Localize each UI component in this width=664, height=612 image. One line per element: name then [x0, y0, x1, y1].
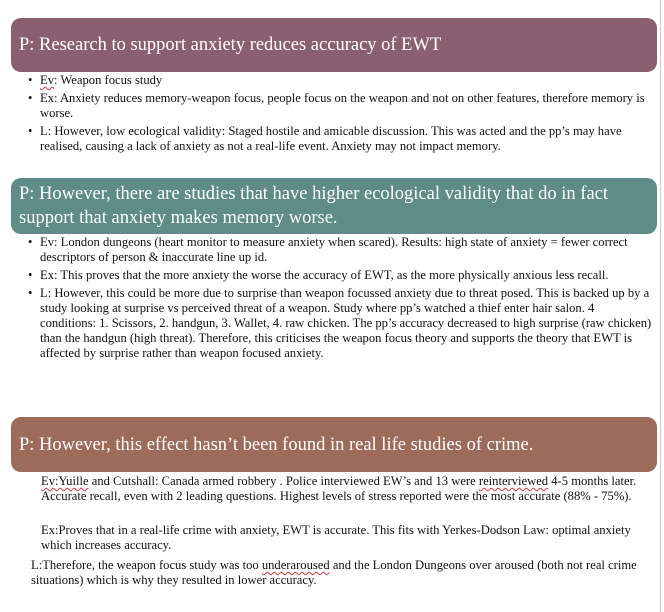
point-3-explain-paragraph: [41, 523, 653, 553]
list-item-text: Ev: London dungeons (heart monitor to measure anxiety when scared). Results: high state of anxiety = fewer correct descriptors of person & inaccurate line up id.: [40, 235, 628, 264]
bullet-icon: •: [28, 235, 33, 249]
list-item: [27, 124, 653, 154]
point-2-heading-banner: [11, 178, 657, 234]
paragraph-text: Ex:Proves that in a real-life crime with anxiety, EWT is accurate. This fits with Yerkes-Dodson Law: optimal anxiety which increases accuracy.: [41, 523, 631, 552]
page-edge-rule: [660, 0, 661, 612]
paragraph-text: and the London Dungeons over aroused (both not real crime situations) which is why they resulted in lower accuracy.: [31, 558, 637, 587]
spellcheck-word: Ev:Yuille: [41, 474, 89, 488]
list-item-text: L: However, low ecological validity: Staged hostile and amicable discussion. This was acted and the pp’s may have realised, causing a lack of anxiety as not a real-life event. Anxiety may not impact memory.: [40, 124, 622, 153]
paragraph-text: and Cutshall: Canada armed robbery . Police interviewed EW’s and 13 were: [88, 474, 479, 488]
bullet-icon: •: [28, 73, 33, 87]
point-1-heading-banner: [11, 18, 657, 72]
spellcheck-word: reinterviewed: [478, 474, 549, 488]
point-2-heading: P: However, there are studies that have higher ecological validity that do in fact support that anxiety makes memory worse.: [19, 184, 609, 228]
list-item: [27, 235, 653, 265]
bullet-icon: •: [28, 91, 33, 105]
list-item: [27, 286, 653, 361]
list-item: [27, 91, 653, 121]
list-item-text: Ex: Anxiety reduces memory-weapon focus, people focus on the weapon and not on other features, therefore memory is worse.: [40, 91, 645, 120]
point-3-link-paragraph: [31, 558, 653, 588]
point-3-heading: P: However, this effect hasn’t been found in real life studies of crime.: [19, 434, 534, 455]
point-2-bullet-list: [27, 235, 653, 364]
list-item-text: L: However, this could be more due to surprise than weapon focussed anxiety due to threat posed. This is backed up by a study looking at surprise vs perceived threat of a weapon. Study where pp’s watched a thief enter hair salon. 4 conditions: 1. Scissors, 2. handgun, 3. Wallet, 4. raw chicken. The pp’s accuracy decreased to high surprise (raw chicken) than the handgun (high threat). Therefore, this criticises the weapon focus theory and supports the theory that EWT is affected by surprise rather than weapon focused anxiety.: [40, 286, 652, 360]
list-item-text: Ex: This proves that the more anxiety the worse the accuracy of EWT, as the more physically anxious less recall.: [40, 268, 609, 282]
list-item: [27, 73, 653, 88]
spellcheck-word: Ev: [40, 73, 54, 87]
point-1-heading: P: Research to support anxiety reduces accuracy of EWT: [19, 35, 442, 55]
paragraph-text: L:Therefore, the weapon focus study was too: [31, 558, 262, 572]
paragraph-text: 4-5 months later. Accurate recall, even with 2 leading questions. Highest levels of stress reported were the most accurate (88% - 75%).: [41, 474, 637, 503]
bullet-icon: •: [28, 268, 33, 282]
spellcheck-word: underaroused: [261, 558, 330, 572]
bullet-icon: •: [28, 124, 33, 138]
point-1-bullet-list: [27, 73, 653, 157]
point-3-evidence-paragraph: [41, 474, 653, 504]
bullet-icon: •: [28, 286, 33, 300]
point-3-heading-banner: [11, 417, 657, 472]
list-item: [27, 268, 653, 283]
list-item-text: : Weapon focus study: [54, 73, 163, 87]
